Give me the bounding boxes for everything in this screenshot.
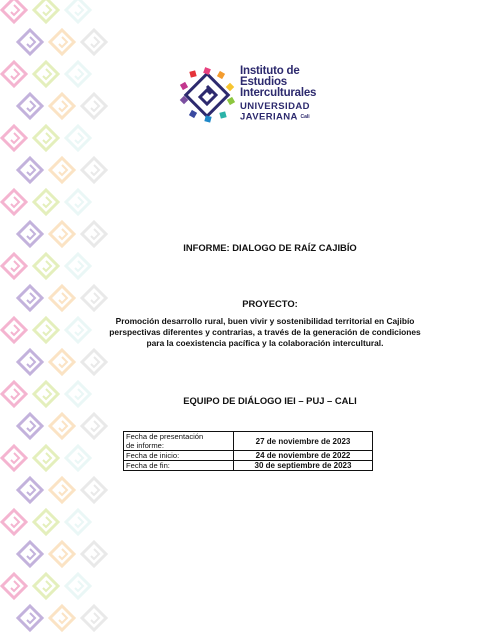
table-cell-value: 24 de noviembre de 2022: [234, 451, 373, 461]
pattern-diamond: [2, 574, 26, 598]
pattern-diamond: [18, 414, 42, 438]
report-dates-table: [123, 431, 373, 471]
pattern-spiral: [91, 357, 99, 367]
pattern-spiral: [75, 261, 83, 271]
logo-name-line-1: Instituto de: [240, 65, 300, 77]
logo-university-line-1: UNIVERSIDAD: [240, 101, 310, 112]
pattern-spiral: [59, 357, 67, 367]
pattern-diamond: [34, 0, 58, 22]
table-row: [124, 451, 373, 461]
pattern-diamond: [82, 478, 106, 502]
pattern-diamond: [34, 254, 58, 278]
pattern-diamond: [82, 286, 106, 310]
pattern-spiral: [11, 5, 19, 15]
spiral-logo-icon: [178, 66, 236, 124]
pattern-spiral: [11, 325, 19, 335]
pattern-diamond: [66, 446, 90, 470]
pattern-spiral: [27, 229, 35, 239]
pattern-spiral: [43, 197, 51, 207]
pattern-spiral: [75, 197, 83, 207]
project-description: [60, 316, 470, 349]
pattern-diamond: [66, 574, 90, 598]
pattern-diamond: [82, 542, 106, 566]
pattern-diamond: [34, 62, 58, 86]
project-description-line-1: Promoción desarrollo rural, buen vivir y sostenibilidad territorial en Cajibío: [115, 316, 415, 326]
logo-university-line-2: [240, 112, 340, 123]
table-row: [124, 432, 373, 451]
pattern-diamond: [66, 0, 90, 22]
pattern-diamond: [2, 382, 26, 406]
pattern-diamond: [18, 606, 42, 630]
pattern-diamond: [66, 254, 90, 278]
pattern-diamond: [18, 478, 42, 502]
pattern-spiral: [11, 581, 19, 591]
table-cell-value: 30 de septiembre de 2023: [234, 461, 373, 471]
pattern-spiral: [27, 549, 35, 559]
pattern-diamond: [34, 446, 58, 470]
pattern-diamond: [2, 190, 26, 214]
pattern-spiral: [91, 293, 99, 303]
pattern-spiral: [11, 389, 19, 399]
pattern-spiral: [91, 165, 99, 175]
pattern-spiral: [43, 453, 51, 463]
pattern-spiral: [75, 5, 83, 15]
pattern-spiral: [91, 485, 99, 495]
table-row: [124, 461, 373, 471]
pattern-spiral: [43, 5, 51, 15]
pattern-diamond: [66, 190, 90, 214]
pattern-spiral: [59, 101, 67, 111]
pattern-diamond: [34, 510, 58, 534]
pattern-spiral: [59, 165, 67, 175]
table-cell-label: [124, 432, 234, 451]
pattern-diamond: [34, 126, 58, 150]
table-cell-label: Fecha de inicio:: [124, 451, 234, 461]
pattern-diamond: [34, 190, 58, 214]
pattern-diamond: [18, 94, 42, 118]
pattern-diamond: [82, 94, 106, 118]
pattern-spiral: [91, 37, 99, 47]
pattern-diamond: [2, 318, 26, 342]
pattern-diamond: [66, 510, 90, 534]
pattern-diamond: [50, 222, 74, 246]
pattern-spiral: [75, 133, 83, 143]
pattern-spiral: [91, 421, 99, 431]
label-line: Fecha de presentación: [126, 432, 204, 441]
pattern-spiral: [91, 613, 99, 623]
pattern-diamond: [2, 446, 26, 470]
pattern-diamond: [50, 542, 74, 566]
pattern-spiral: [75, 517, 83, 527]
pattern-diamond: [18, 350, 42, 374]
pattern-diamond: [82, 158, 106, 182]
pattern-diamond: [18, 542, 42, 566]
pattern-diamond: [50, 414, 74, 438]
project-label: PROYECTO:: [242, 298, 298, 309]
pattern-diamond: [50, 158, 74, 182]
pattern-spiral: [27, 165, 35, 175]
pattern-spiral: [43, 69, 51, 79]
pattern-spiral: [59, 293, 67, 303]
pattern-spiral: [59, 549, 67, 559]
institute-logo: [178, 66, 328, 130]
pattern-diamond: [82, 350, 106, 374]
pattern-spiral: [27, 485, 35, 495]
report-title: INFORME: DIALOGO DE RAÍZ CAJIBÍO: [183, 242, 357, 253]
pattern-diamond: [18, 286, 42, 310]
pattern-diamond: [82, 414, 106, 438]
pattern-spiral: [59, 485, 67, 495]
pattern-spiral: [11, 453, 19, 463]
pattern-spiral: [27, 101, 35, 111]
pattern-diamond: [2, 254, 26, 278]
pattern-diamond: [2, 126, 26, 150]
pattern-spiral: [59, 613, 67, 623]
pattern-spiral: [43, 325, 51, 335]
pattern-diamond: [82, 606, 106, 630]
pattern-spiral: [43, 517, 51, 527]
pattern-diamond: [50, 350, 74, 374]
pattern-diamond: [50, 286, 74, 310]
pattern-spiral: [27, 357, 35, 367]
pattern-spiral: [75, 581, 83, 591]
pattern-diamond: [18, 30, 42, 54]
pattern-diamond: [66, 382, 90, 406]
pattern-spiral: [27, 37, 35, 47]
table-cell-label: Fecha de fin:: [124, 461, 234, 471]
pattern-spiral: [11, 261, 19, 271]
logo-university-name: JAVERIANA: [240, 111, 298, 123]
table-cell-value: 27 de noviembre de 2023: [234, 432, 373, 451]
pattern-diamond: [34, 382, 58, 406]
pattern-spiral: [59, 37, 67, 47]
logo-campus: Cali: [300, 114, 310, 120]
pattern-diamond: [50, 478, 74, 502]
project-description-line-2: perspectivas diferentes y contrarias, a través de la generación de condiciones: [109, 327, 421, 337]
pattern-diamond: [34, 574, 58, 598]
pattern-diamond: [82, 222, 106, 246]
project-description-line-3: para la coexistencia pacífica y la colaboración intercultural.: [146, 338, 384, 348]
pattern-spiral: [91, 549, 99, 559]
pattern-spiral: [27, 613, 35, 623]
pattern-diamond: [34, 318, 58, 342]
pattern-diamond: [82, 30, 106, 54]
pattern-spiral: [75, 389, 83, 399]
pattern-spiral: [91, 229, 99, 239]
pattern-diamond: [18, 158, 42, 182]
pattern-diamond: [66, 126, 90, 150]
pattern-spiral: [59, 229, 67, 239]
label-line: de informe:: [126, 441, 164, 450]
pattern-spiral: [43, 133, 51, 143]
pattern-diamond: [2, 0, 26, 22]
pattern-spiral: [11, 197, 19, 207]
pattern-spiral: [11, 133, 19, 143]
pattern-spiral: [27, 293, 35, 303]
pattern-diamond: [18, 222, 42, 246]
pattern-diamond: [50, 606, 74, 630]
pattern-diamond: [50, 30, 74, 54]
pattern-spiral: [43, 389, 51, 399]
logo-name-line-2: Estudios: [240, 76, 287, 88]
logo-name-line-3: Interculturales: [240, 87, 317, 99]
pattern-spiral: [59, 421, 67, 431]
pattern-spiral: [11, 517, 19, 527]
pattern-diamond: [50, 94, 74, 118]
pattern-spiral: [43, 581, 51, 591]
pattern-spiral: [27, 421, 35, 431]
pattern-spiral: [11, 69, 19, 79]
pattern-spiral: [91, 101, 99, 111]
pattern-diamond: [2, 510, 26, 534]
pattern-diamond: [2, 62, 26, 86]
pattern-spiral: [75, 453, 83, 463]
logo-wordmark: [240, 66, 340, 123]
pattern-diamond: [66, 62, 90, 86]
pattern-spiral: [75, 69, 83, 79]
pattern-spiral: [43, 261, 51, 271]
team-title: EQUIPO DE DIÁLOGO IEI – PUJ – CALI: [183, 395, 357, 406]
